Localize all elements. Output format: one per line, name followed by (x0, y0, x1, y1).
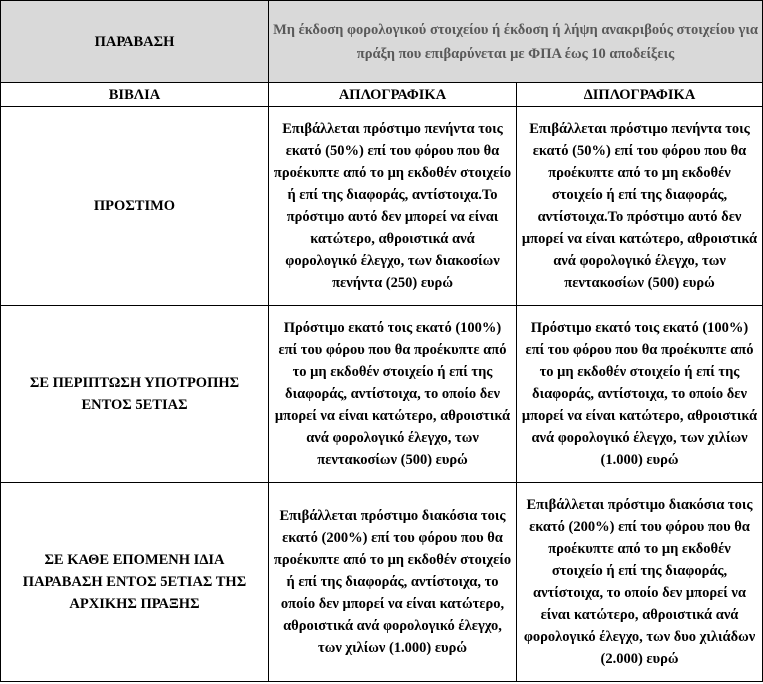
column-header-row (1, 83, 763, 107)
table-row-fine (1, 107, 763, 306)
violation-description: Μη έκδοση φορολογικού στοιχείου ή έκδοση ή λήψη ανακριβούς στοιχείου για πράξη που επιβαρύνεται με ΦΠΑ έως 10 αποδείξεις (269, 1, 763, 83)
row-label: ΣΕ ΠΕΡΙΠΤΩΣΗ ΥΠΟΤΡΟΠΗΣ ΕΝΤΟΣ 5ΕΤΙΑΣ (1, 306, 269, 483)
table-row-recurrence (1, 306, 763, 483)
cell-single-entry: Πρόστιμο εκατό τοις εκατό (100%) επί του φόρου που θα προέκυπτε από το μη εκδοθέν στοιχείο ή επί της διαφοράς, αντίστοιχα, το οποίο δεν μπορεί να είναι κατώτερο, αθροιστικά ανά φορολογικό έλεγχο, των πεντακοσίων (500) ευρώ (269, 306, 517, 483)
column-header-single-entry: ΑΠΛΟΓΡΑΦΙΚΑ (269, 83, 517, 107)
column-header-double-entry: ΔΙΠΛΟΓΡΑΦΙΚΑ (517, 83, 763, 107)
cell-double-entry: Επιβάλλεται πρόστιμο πενήντα τοις εκατό (50%) επί του φόρου που θα προέκυπτε από το μη εκδοθέν στοιχείο ή επί της διαφοράς, αντίστοιχα.Το πρόστιμο αυτό δεν μπορεί να είναι κατώτερο, αθροιστικά ανά φορολογικό έλεγχο, των πεντακοσίων (500) ευρώ (517, 107, 763, 306)
cell-double-entry: Επιβάλλεται πρόστιμο διακόσια τοις εκατό (200%) επί του φόρου που θα προέκυπτε από το μη εκδοθέν στοιχείο ή επί της διαφοράς, αντίστοιχα, το οποίο δεν μπορεί να είναι κατώτερο, αθροιστικά ανά φορολογικό έλεγχο, των δυο χιλιάδων (2.000) ευρώ (517, 483, 763, 682)
header-row (1, 1, 763, 83)
row-label: ΣΕ ΚΑΘΕ ΕΠΟΜΕΝΗ ΙΔΙΑ ΠΑΡΑΒΑΣΗ ΕΝΤΟΣ 5ΕΤΙΑΣ ΤΗΣ ΑΡΧΙΚΗΣ ΠΡΑΞΗΣ (1, 483, 269, 682)
row-label: ΠΡΟΣΤΙΜΟ (1, 107, 269, 306)
violation-label: ΠΑΡΑΒΑΣΗ (1, 1, 269, 83)
table-row-each-subsequent (1, 483, 763, 682)
cell-double-entry: Πρόστιμο εκατό τοις εκατό (100%) επί του φόρου που θα προέκυπτε από το μη εκδοθέν στοιχείο ή επί της διαφοράς, αντίστοιχα, το οποίο δεν μπορεί να είναι κατώτερο, αθροιστικά ανά φορολογικό έλεγχο, των χιλίων (1.000) ευρώ (517, 306, 763, 483)
cell-single-entry: Επιβάλλεται πρόστιμο πενήντα τοις εκατό (50%) επί του φόρου που θα προέκυπτε από το μη εκδοθέν στοιχείο ή επί της διαφοράς, αντίστοιχα.Το πρόστιμο αυτό δεν μπορεί να είναι κατώτερο, αθροιστικά ανά φορολογικό έλεγχο, των διακοσίων πενήντα (250) ευρώ (269, 107, 517, 306)
column-header-books: ΒΙΒΛΙΑ (1, 83, 269, 107)
cell-single-entry: Επιβάλλεται πρόστιμο διακόσια τοις εκατό (200%) επί του φόρου που θα προέκυπτε από το μη εκδοθέν στοιχείο ή επί της διαφοράς, αντίστοιχα, το οποίο δεν μπορεί να είναι κατώτερο, αθροιστικά ανά φορολογικό έλεγχο, των χιλίων (1.000) ευρώ (269, 483, 517, 682)
